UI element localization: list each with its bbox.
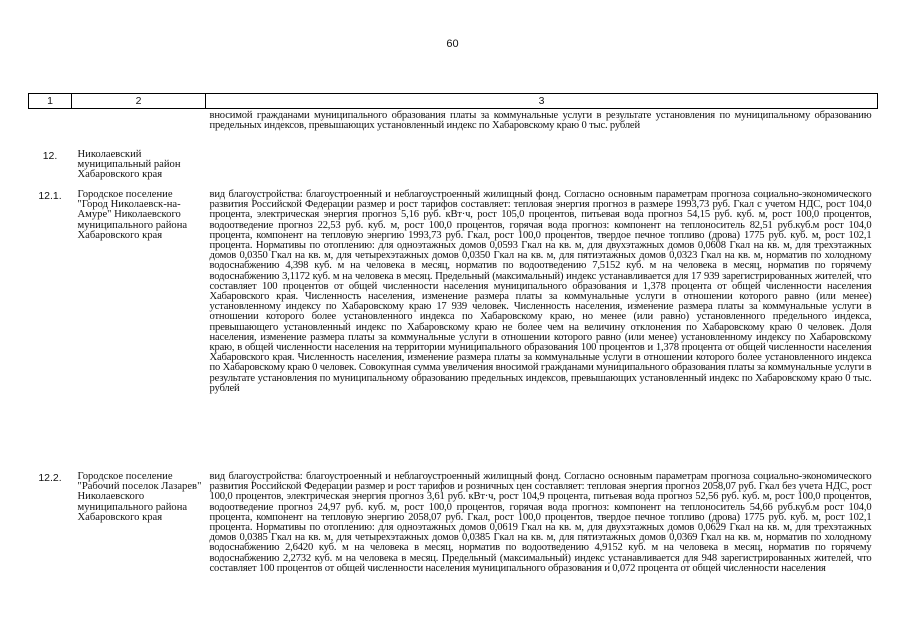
row-description [206, 149, 878, 189]
row-number: 12.1. [38, 190, 62, 202]
page-number: 60 [446, 38, 459, 50]
table-row [29, 189, 878, 471]
row-name: Николаевский муниципальный район Хабаровского края [77, 149, 181, 181]
row-description: вид благоустройства: благоустроенный и неблагоустроенный жилищный фонд. Согласно основным параметрам прогноза социально-экономического развития Российской Федерации размер и рост тарифов составляет: тепловая энергия прогноз в размере 1993,73 руб. Гкал с учетом НДС, рост 104,0 процента, электрическая энергия прогноз 5,16 руб. кВт·ч, рост 105,0 процентов, питьевая вода прогноз 54,15 руб. куб. м, рост 100,0 процентов, водоотведение прогноз 22,53 руб. куб. м, рост 100,0 процентов, горячая вода прогноз: компонент на теплоноситель 82,51 руб.куб.м рост 104,0 процента, компонент на тепловую энергию 1993,73 руб. Гкал, рост 100,0 процентов, твердое печное топливо (дрова) 1775 руб. куб. м, рост 102,1 процента. Нормативы по отоплению: для одноэтажных домов 0,0593 Гкал на кв. м, для двухэтажных домов 0,0608 Гкал на кв. м, для трехэтажных домов 0,0350 Гкал на кв. м, для четырехэтажных домов 0,0350 Гкал на кв. м, для пятиэтажных домов 0,0323 Гкал на кв. м, норматив по холодному водоснабжению 4,398 куб. м на человека в месяц, норматив по водоотведению 7,5152 куб. м на человека в месяц, норматив по горячему водоснабжению 3,1172 куб. м на человека в месяц. Предельный (максимальный) индекс устанавливается для 17 939 зарегистрированных жителей, что составляет 100 процентов от общей численности населения муниципального образования и 1,378 процента от общей численности населения Хабаровского края. Численность населения, изменение размера платы за коммунальные услуги в отношении которого равно (или менее) установленному индексу по Хабаровскому краю 17 939 человек. Численность населения, изменение размера платы за коммунальные услуги в отношении которого более установленного индекса по Хабаровскому краю, но менее (или равно) установленного предельного индекса, превышающего установленный индекс по Хабаровскому краю не более чем на величину отклонения по Хабаровскому краю 0 человек. Доля населения, изменение размера платы за коммунальные услуги в отношении которого равно (или менее) установленному индексу по Хабаровскому краю, в общей численности населения на территории муниципального образования 100 процентов и 1,378 процента от общей численности населения Хабаровского края. Численность населения, изменение размера платы за коммунальные услуги в отношении которого более установленного индекса по Хабаровскому краю 0 человек. Совокупная сумма увеличения вносимой гражданами муниципального образования платы за коммунальные услуги в результате установления по муниципальному образованию предельных индексов, превышающих установленный индекс по Хабаровскому краю 0 тыс. рублей [209, 189, 872, 394]
column-header-2: 2 [72, 94, 206, 109]
row-description: вид благоустройства: благоустроенный и неблагоустроенный жилищный фонд. Согласно основным параметрам прогноза социально-экономического развития Российской Федерации размер и рост тарифов и розничных цен составляет: тепловая энергия прогноз 2058,07 руб. Гкал без учета НДС, рост 100,0 процентов, электрическая энергия прогноз 3,61 руб. кВт·ч, рост 104,9 процента, питьевая вода прогноз 52,56 руб. куб. м, рост 100,0 процентов, водоотведение прогноз 24,97 руб. куб. м, рост 100,0 процентов, горячая вода прогноз: компонент на теплоноситель 54,66 руб.куб.м рост 104,0 процента, компонент на тепловую энергию 2058,07 руб. Гкал, рост 100,0 процентов, твердое печное топливо (дрова) 1775 руб. куб. м, рост 102,1 процента. Нормативы по отоплению: для одноэтажных домов 0,0619 Гкал на кв. м, для двухэтажных домов 0,0629 Гкал на кв. м, для трехэтажных домов 0,0385 Гкал на кв. м, для четырехэтажных домов 0,0385 Гкал на кв. м, для пятиэтажных домов 0,0369 Гкал на кв. м, норматив по холодному водоснабжению 2,6420 куб. м на человека в месяц, норматив по водоотведению 4,9152 куб. м на человека в месяц, норматив по горячему водоснабжению 2,2732 куб. м на человека в месяц. Предельный (максимальный) индекс устанавливается для 948 зарегистрированных жителей, что составляет 100 процентов от общей численности населения муниципального образования и 0,072 процента от общей численности населения [209, 471, 872, 574]
tariff-table [28, 93, 878, 623]
column-header-3: 3 [206, 94, 878, 109]
row-name-cell [72, 109, 206, 150]
row-number-cell [29, 109, 72, 150]
table-row-continuation [29, 109, 878, 150]
continuation-text: вносимой гражданами муниципального образования платы за коммунальные услуги в результате установления по муниципальному образованию предельных индексов, превышающих установленный индекс по Хабаровскому краю 0 тыс. рублей [209, 110, 872, 132]
row-number: 12. [42, 150, 58, 162]
row-number: 12.2. [38, 472, 62, 484]
row-name: Городское поселение "Рабочий поселок Лазарев" Николаевского муниципального района Хабаровского края [77, 471, 202, 523]
row-name: Городское поселение "Город Николаевск-на-Амуре" Николаевского муниципального района Хабаровского края [77, 189, 188, 241]
table-row [29, 149, 878, 189]
table-row [29, 471, 878, 623]
column-header-1: 1 [29, 94, 72, 109]
table-header-row [29, 94, 878, 109]
